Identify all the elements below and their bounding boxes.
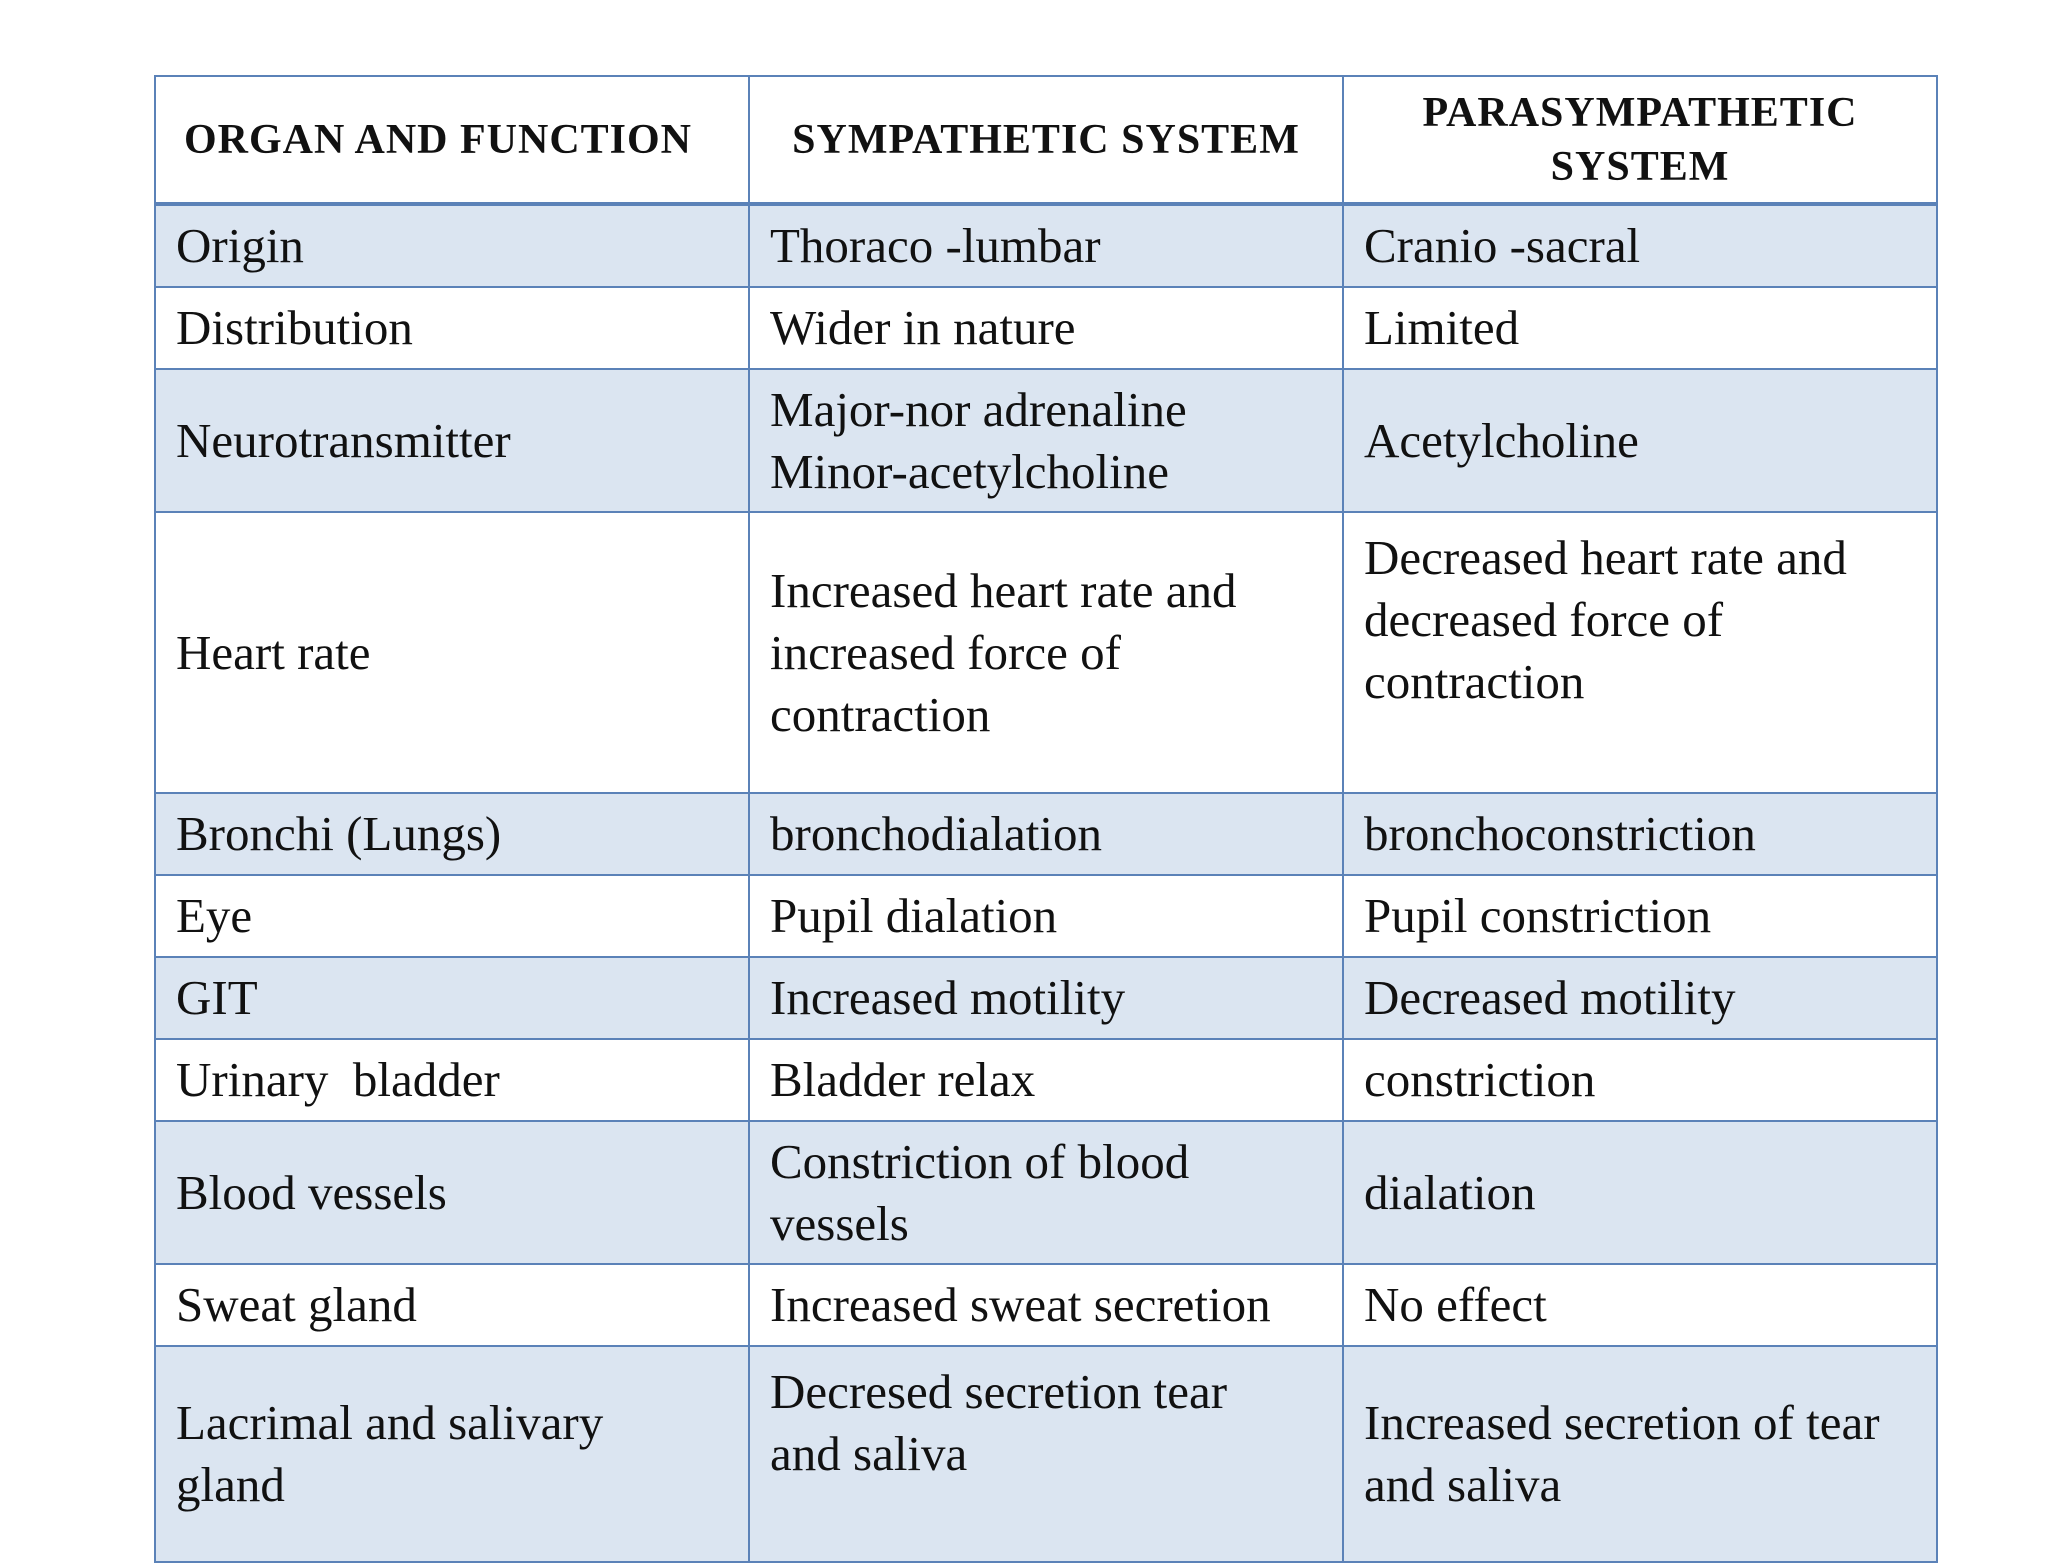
organ-cell: GIT — [155, 957, 749, 1039]
parasympathetic-cell: dialation — [1343, 1121, 1937, 1264]
table-row — [155, 1346, 1937, 1562]
sympathetic-cell: Wider in nature — [749, 287, 1343, 369]
parasympathetic-cell: Acetylcholine — [1343, 369, 1937, 512]
table-row — [155, 287, 1937, 369]
parasympathetic-cell: Increased secretion of tear and saliva — [1343, 1346, 1937, 1562]
table-row — [155, 875, 1937, 957]
table-row — [155, 1039, 1937, 1121]
sympathetic-cell: Increased motility — [749, 957, 1343, 1039]
sympathetic-cell: Decresed secretion tear and saliva — [749, 1346, 1343, 1562]
organ-cell: Distribution — [155, 287, 749, 369]
table-row — [155, 369, 1937, 512]
table-row — [155, 793, 1937, 875]
organ-cell: Bronchi (Lungs) — [155, 793, 749, 875]
header-parasympathetic: PARASYMPATHETIC SYSTEM — [1343, 76, 1937, 204]
parasympathetic-cell: Limited — [1343, 287, 1937, 369]
table-row — [155, 1121, 1937, 1264]
sympathetic-cell: bronchodialation — [749, 793, 1343, 875]
sympathetic-cell: Major-nor adrenaline Minor-acetylcholine — [749, 369, 1343, 512]
table-header-row — [155, 76, 1937, 204]
organ-cell: Eye — [155, 875, 749, 957]
sympathetic-cell: Increased sweat secretion — [749, 1264, 1343, 1346]
sympathetic-cell: Bladder relax — [749, 1039, 1343, 1121]
organ-cell: Lacrimal and salivary gland — [155, 1346, 749, 1562]
parasympathetic-cell: Pupil constriction — [1343, 875, 1937, 957]
parasympathetic-cell: No effect — [1343, 1264, 1937, 1346]
header-organ-function: ORGAN AND FUNCTION — [155, 76, 749, 204]
comparison-table — [154, 75, 1938, 1563]
table-row — [155, 204, 1937, 287]
parasympathetic-cell: Cranio -sacral — [1343, 204, 1937, 287]
sympathetic-cell: Pupil dialation — [749, 875, 1343, 957]
sympathetic-cell: Increased heart rate and increased force of contraction — [749, 512, 1343, 793]
organ-cell: Blood vessels — [155, 1121, 749, 1264]
table-row — [155, 1264, 1937, 1346]
organ-cell: Urinary bladder — [155, 1039, 749, 1121]
organ-cell: Heart rate — [155, 512, 749, 793]
sympathetic-cell: Thoraco -lumbar — [749, 204, 1343, 287]
organ-cell: Neurotransmitter — [155, 369, 749, 512]
organ-cell: Sweat gland — [155, 1264, 749, 1346]
table-row — [155, 957, 1937, 1039]
parasympathetic-cell: Decreased motility — [1343, 957, 1937, 1039]
parasympathetic-cell: bronchoconstriction — [1343, 793, 1937, 875]
sympathetic-cell: Constriction of blood vessels — [749, 1121, 1343, 1264]
header-sympathetic: SYMPATHETIC SYSTEM — [749, 76, 1343, 204]
parasympathetic-cell: constriction — [1343, 1039, 1937, 1121]
organ-cell: Origin — [155, 204, 749, 287]
table-row — [155, 512, 1937, 793]
parasympathetic-cell: Decreased heart rate and decreased force of contraction — [1343, 512, 1937, 793]
